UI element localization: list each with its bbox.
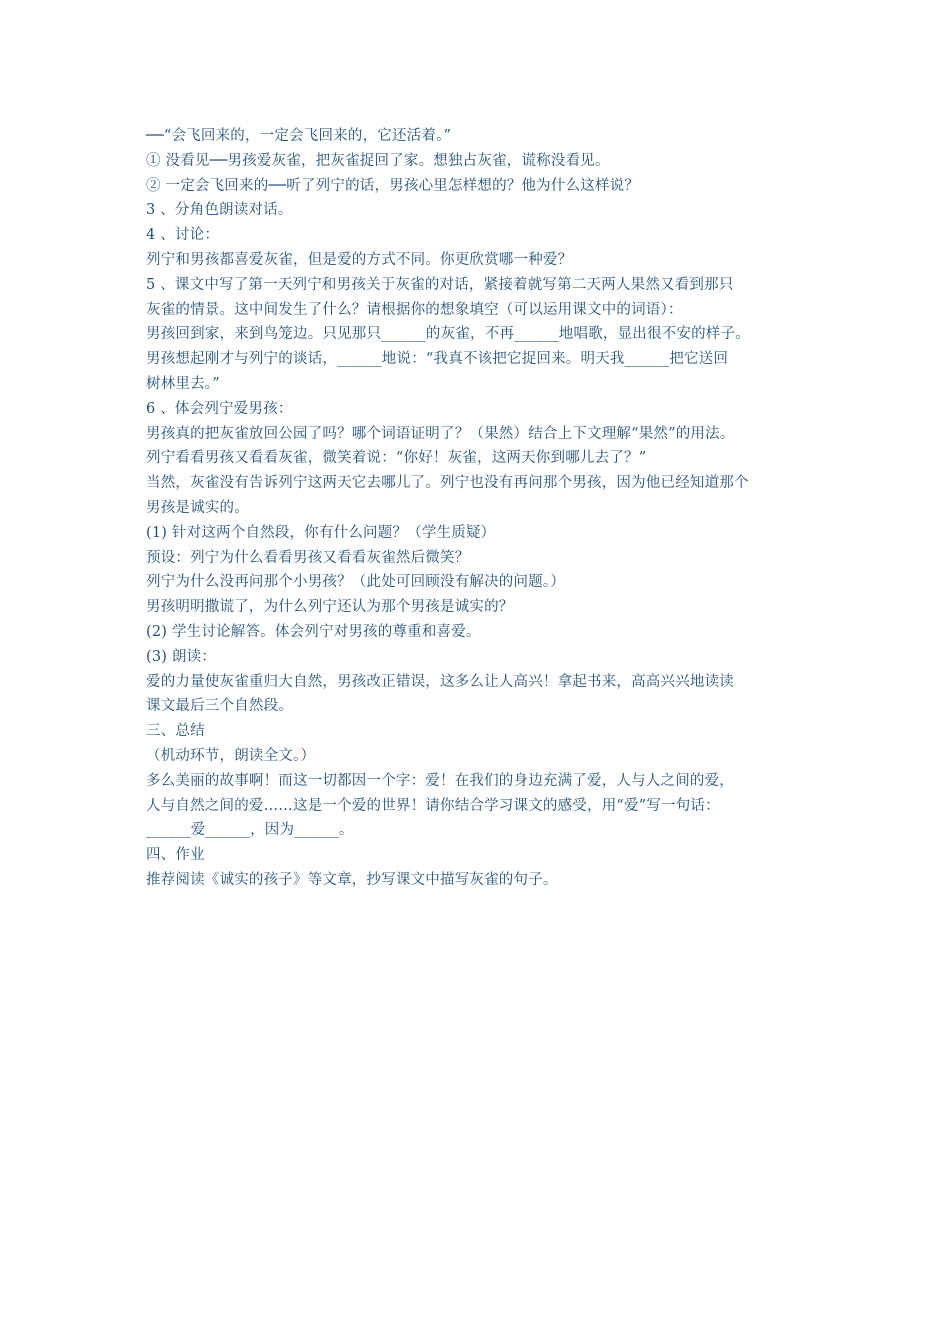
step-5-continued: 灰雀的情景。这中间发生了什么？请根据你的想象填空（可以运用课文中的词语）： bbox=[146, 301, 683, 318]
paragraph-line: 爱的力量使灰雀重归大自然，男孩改正错误，这多么让人高兴！拿起书来，高高兴兴地读读 bbox=[146, 673, 734, 690]
paragraph-line: （机动环节，朗读全文。） bbox=[146, 747, 316, 764]
fill-blank-love: ______爱______，因为______。 bbox=[146, 822, 354, 839]
step-3-heading: 3 、分角色朗读对话。 bbox=[146, 202, 293, 219]
step-6-heading: 6 、体会列宁爱男孩： bbox=[146, 400, 293, 417]
fill-blank-line-1: 男孩回到家，来到鸟笼边。只见那只______的灰雀，不再______地唱歌，显出很不安的样子。 bbox=[146, 326, 750, 343]
paragraph-line: 多么美丽的故事啊！而这一切都因一个字：爱！在我们的身边充满了爱，人与人之间的爱， bbox=[146, 772, 734, 789]
section-homework-heading: 四、作业 bbox=[146, 847, 205, 864]
paragraph-line: 列宁为什么没再问那个小男孩？（此处可回顾没有解决的问题。） bbox=[146, 574, 566, 591]
note-not-seen: ① 没看见──男孩爱灰雀，把灰雀捉回了家。想独占灰雀，谎称没看见。 bbox=[146, 152, 610, 169]
step-5-heading: 5 、课文中写了第一天列宁和男孩关于灰雀的对话，紧接着就写第二天两人果然又看到那只 bbox=[146, 276, 734, 293]
discussion-question: 列宁和男孩都喜爱灰雀，但是爱的方式不同。你更欣赏哪一种爱？ bbox=[146, 251, 573, 268]
document-body bbox=[146, 124, 826, 893]
section-summary-heading: 三、总结 bbox=[146, 723, 205, 740]
fill-blank-line-3: 树林里去。” bbox=[146, 375, 220, 392]
paragraph-line: 列宁看看男孩又看看灰雀，微笑着说：“你好！灰雀，这两天你到哪儿去了？” bbox=[146, 450, 647, 467]
paragraph-line: 当然，灰雀没有告诉列宁这两天它去哪儿了。列宁也没有再问那个男孩，因为他已经知道那个 bbox=[146, 475, 749, 492]
paragraph-line: 男孩真的把灰雀放回公园了吗？哪个词语证明了？（果然）结合上下文理解“果然”的用法。 bbox=[146, 425, 735, 442]
step-4-heading: 4 、讨论： bbox=[146, 227, 220, 244]
homework-text: 推荐阅读《诚实的孩子》等文章，抄写课文中描写灰雀的句子。 bbox=[146, 871, 558, 888]
paragraph-line: 男孩明明撒谎了，为什么列宁还认为那个男孩是诚实的？ bbox=[146, 599, 514, 616]
quote-line: ──“会飞回来的，一定会飞回来的，它还活着。” bbox=[146, 128, 452, 144]
sub-item-2: (2) 学生讨论解答。体会列宁对男孩的尊重和喜爱。 bbox=[146, 623, 481, 640]
note-will-fly-back: ② 一定会飞回来的──听了列宁的话，男孩心里怎样想的？他为什么这样说？ bbox=[146, 177, 640, 194]
paragraph-line: 预设：列宁为什么看看男孩又看看灰雀然后微笑？ bbox=[146, 549, 470, 566]
sub-item-1: (1) 针对这两个自然段，你有什么问题？（学生质疑） bbox=[146, 524, 496, 541]
paragraph-line: 人与自然之间的爱……这是一个爱的世界！请你结合学习课文的感受，用“爱”写一句话： bbox=[146, 797, 720, 814]
sub-item-3: (3) 朗读： bbox=[146, 648, 217, 665]
paragraph-line: 课文最后三个自然段。 bbox=[146, 698, 293, 715]
fill-blank-line-2: 男孩想起刚才与列宁的谈话，______地说：“我真不该把它捉回来。明天我______把它送回 bbox=[146, 351, 729, 368]
paragraph-line: 男孩是诚实的。 bbox=[146, 499, 249, 516]
